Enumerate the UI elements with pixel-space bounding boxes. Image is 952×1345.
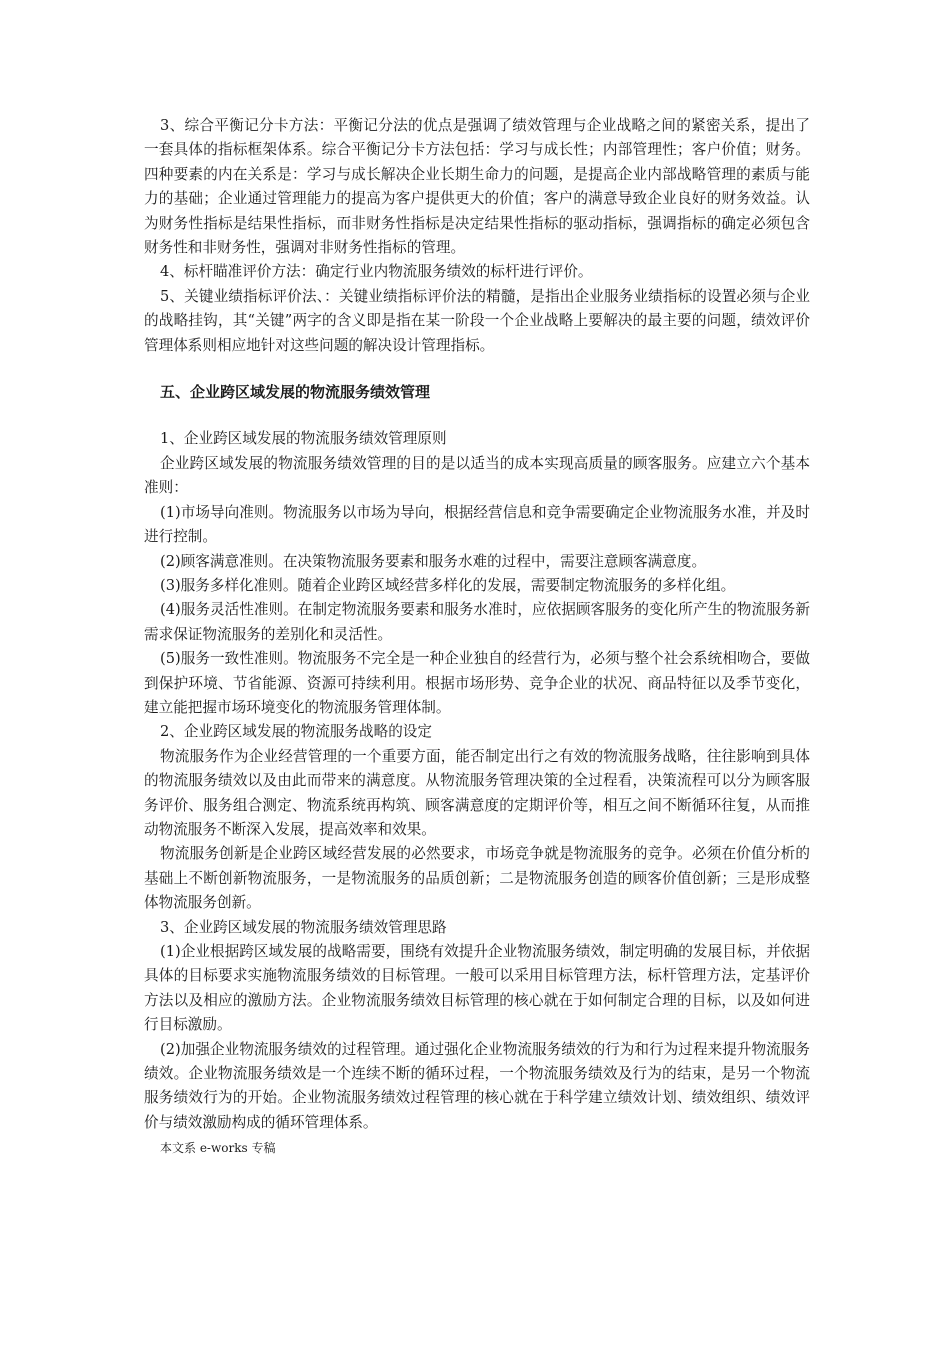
- subheading-principles: 1、企业跨区域发展的物流服务绩效管理原则: [160, 430, 447, 448]
- subheading-approach: 3、企业跨区域发展的物流服务绩效管理思路: [160, 918, 447, 936]
- paragraph-approach-process: (2)加强企业物流服务绩效的过程管理。通过强化企业物流服务绩效的行为和行为过程来提升物流服务绩效。企业物流服务绩效是一个连续不断的循环过程，一个物流服务绩效及行为的结束，是另一个物流服务绩效行为的开始。企业物流服务绩效过程管理的核心就在于科学建立绩效计划、绩效组织、绩效评价与绩效激励构成的循环管理体系。: [144, 1040, 810, 1131]
- paragraph-principle-diversity: (3)服务多样化准则。随着企业跨区域经营多样化的发展，需要制定物流服务的多样化组。: [160, 576, 736, 594]
- paragraph-strategy-process: 物流服务作为企业经营管理的一个重要方面，能否制定出行之有效的物流服务战略，往往影响到具体的物流服务绩效以及由此而带来的满意度。从物流服务管理决策的全过程看，决策流程可以分为顾客服务评价、服务组合测定、物流系统再构筑、顾客满意度的定期评价等，相互之间不断循环往复，从而推动物流服务不断深入发展，提高效率和效果。: [144, 747, 810, 838]
- paragraph-strategy-innovation: 物流服务创新是企业跨区域经营发展的必然要求，市场竞争就是物流服务的竞争。必须在价值分析的基础上不断创新物流服务，一是物流服务的品质创新；二是物流服务创造的顾客价值创新；三是形成整体物流服务创新。: [144, 845, 810, 912]
- document-page: [144, 114, 810, 1159]
- subheading-strategy: 2、企业跨区域发展的物流服务战略的设定: [160, 723, 432, 741]
- paragraph-kpi: 5、关键业绩指标评价法、：关键业绩指标评价法的精髓，是指出企业服务业绩指标的设置必须与企业的战略挂钩，其“关键”两字的含义即是指在某一阶段一个企业战略上要解决的最主要的问题，绩效评价管理体系则相应地针对这些问题的解决设计管理指标。: [144, 287, 810, 354]
- paragraph-approach-goals: (1)企业根据跨区域发展的战略需要，围绕有效提升企业物流服务绩效，制定明确的发展目标，并依据具体的目标要求实施物流服务绩效的目标管理。一般可以采用目标管理方法，标杆管理方法，定基评价方法以及相应的激励方法。企业物流服务绩效目标管理的核心就在于如何制定合理的目标，以及如何进行目标激励。: [144, 943, 810, 1034]
- paragraph-principle-satisfaction: (2)顾客满意准则。在决策物流服务要素和服务水难的过程中，需要注意顾客满意度。: [160, 552, 707, 570]
- paragraph-balanced-scorecard: 3、综合平衡记分卡方法：平衡记分法的优点是强调了绩效管理与企业战略之间的紧密关系，提出了一套具体的指标框架体系。综合平衡记分卡方法包括：学习与成长性；内部管理性；客户价值；财务。四种要素的内在关系是：学习与成长解决企业长期生命力的问题，是提高企业内部战略管理的素质与能力的基础；企业通过管理能力的提高为客户提供更大的价值；客户的满意导致企业良好的财务效益。认为财务性指标是结果性指标，而非财务性指标是决定结果性指标的驱动指标，强调指标的确定必须包含财务性和非财务性，强调对非财务性指标的管理。: [144, 117, 810, 257]
- paragraph-principle-flexibility: (4)服务灵活性准则。在制定物流服务要素和服务水准时，应依据顾客服务的变化所产生的物流服务新需求保证物流服务的差别化和灵活性。: [144, 601, 810, 643]
- paragraph-principles-intro: 企业跨区域发展的物流服务绩效管理的目的是以适当的成本实现高质量的顾客服务。应建立六个基本准则：: [144, 454, 810, 497]
- paragraph-benchmarking: 4、标杆瞄准评价方法：确定行业内物流服务绩效的标杆进行评价。: [160, 263, 593, 281]
- section-heading: 五、企业跨区域发展的物流服务绩效管理: [160, 383, 431, 402]
- paragraph-principle-market: (1)市场导向准则。物流服务以市场为导向，根据经营信息和竞争需要确定企业物流服务水准，并及时进行控制。: [144, 503, 810, 546]
- source-note: 本文系 e-works 专稿: [160, 1141, 276, 1156]
- paragraph-principle-consistency: (5)服务一致性准则。物流服务不完全是一种企业独自的经营行为，必须与整个社会系统相吻合，要做到保护环境、节省能源、资源可持续利用。根据市场形势、竞争企业的状况、商品特征以及季节变化，建立能把握市场环境变化的物流服务管理体制。: [144, 650, 810, 716]
